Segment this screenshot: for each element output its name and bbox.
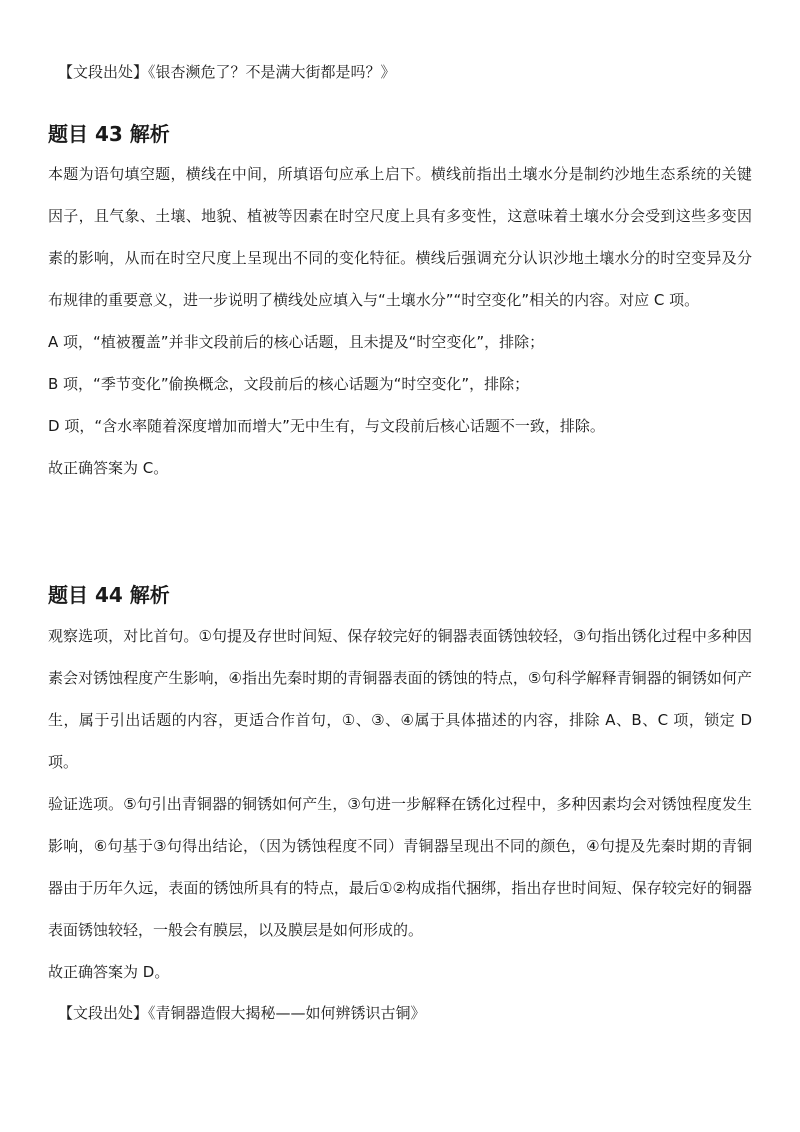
q44-verify-paragraph: 验证选项。⑤句引出青铜器的铜锈如何产生，③句进一步解释在锈化过程中，多种因素均会对锈蚀程度发生影响，⑥句基于③句得出结论，（因为锈蚀程度不同）青铜器呈现出不同的颜色，④句提及先秦时期的青铜器由于历年久远，表面的锈蚀所具有的特点，最后①②构成指代捆绑，指出存世时间短、保存较完好的铜器表面锈蚀较轻，一般会有膜层，以及膜层是如何形成的。 [48, 795, 752, 939]
q43-heading: 题目 43 解析 [48, 122, 170, 146]
q44-section [48, 615, 752, 993]
top-source-citation: 【文段出处】《银杏濒危了？不是满大街都是吗？》 [58, 63, 396, 81]
q44-answer: 故正确答案为 D。 [48, 963, 170, 981]
q44-observe-paragraph: 观察选项，对比首句。①句提及存世时间短、保存较完好的铜器表面锈蚀较轻，③句指出锈化过程中多种因素会对锈蚀程度产生影响，④指出先秦时期的青铜器表面的锈蚀的特点，⑤句科学解释青铜器的铜锈如何产生，属于引出话题的内容，更适合作首句，①、③、④属于具体描述的内容，排除 A、B、C 项，锁定 D 项。 [48, 627, 752, 771]
q44-heading: 题目 44 解析 [48, 583, 170, 607]
q43-option-a: A 项，“植被覆盖”并非文段前后的核心话题，且未提及“时空变化”，排除； [48, 333, 545, 351]
q43-option-b: B 项，“季节变化”偷换概念，文段前后的核心话题为“时空变化”，排除； [48, 375, 530, 393]
q43-section [48, 153, 752, 489]
q43-answer: 故正确答案为 C。 [48, 459, 169, 477]
q43-intro-paragraph: 本题为语句填空题，横线在中间，所填语句应承上启下。横线前指出土壤水分是制约沙地生态系统的关键因子，且气象、土壤、地貌、植被等因素在时空尺度上具有多变性，这意味着土壤水分会受到这些多变因素的影响，从而在时空尺度上呈现出不同的变化特征。横线后强调充分认识沙地土壤水分的时空变异及分布规律的重要意义，进一步说明了横线处应填入与“土壤水分”“时空变化”相关的内容。对应 C 项。 [48, 165, 752, 309]
q44-source-citation: 【文段出处】《青铜器造假大揭秘——如何辨锈识古铜》 [58, 1004, 426, 1022]
q43-option-d: D 项，“含水率随着深度增加而增大”无中生有，与文段前后核心话题不一致，排除。 [48, 417, 605, 435]
